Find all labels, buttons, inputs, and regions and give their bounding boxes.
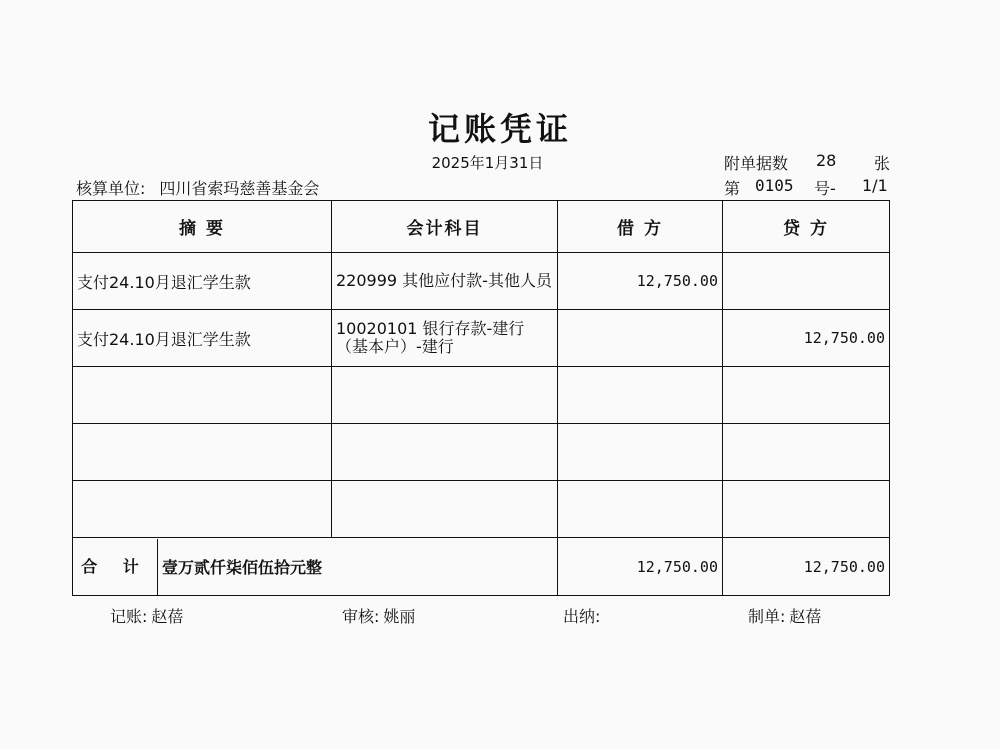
bookkeeper-sign xyxy=(110,604,183,627)
row-account xyxy=(332,367,558,424)
table-row xyxy=(73,481,890,538)
table-row xyxy=(73,253,890,310)
total-credit: 12,750.00 xyxy=(723,538,890,596)
voucher-no-suffix: 号- xyxy=(814,179,836,198)
accounting-unit xyxy=(76,176,319,199)
row-credit: 12,750.00 xyxy=(723,310,890,367)
row-summary xyxy=(73,424,332,481)
total-label: 合 计 xyxy=(73,539,158,595)
total-debit: 12,750.00 xyxy=(558,538,723,596)
total-summary-cell xyxy=(73,538,558,596)
preparer-sign xyxy=(748,604,821,627)
row-debit xyxy=(558,367,723,424)
bookkeeper-name: 赵蓓 xyxy=(151,607,184,626)
bookkeeper-label: 记账: xyxy=(110,607,148,626)
reviewer-sign xyxy=(342,604,415,627)
voucher-no-prefix: 第 xyxy=(724,179,741,198)
attachments-count: 28 xyxy=(816,151,837,170)
voucher-table xyxy=(72,200,890,596)
row-debit: 12,750.00 xyxy=(558,253,723,310)
attachments-info xyxy=(724,151,891,174)
reviewer-name: 姚丽 xyxy=(383,607,416,626)
row-account: 220999 其他应付款-其他人员 xyxy=(332,253,558,310)
row-summary: 支付24.10月退汇学生款 xyxy=(73,253,332,310)
row-credit xyxy=(723,424,890,481)
row-credit xyxy=(723,253,890,310)
row-credit xyxy=(723,367,890,424)
row-summary xyxy=(73,481,332,538)
cashier-sign xyxy=(563,604,604,627)
reviewer-label: 审核: xyxy=(342,607,380,626)
total-row xyxy=(73,538,890,596)
table-row xyxy=(73,310,890,367)
preparer-label: 制单: xyxy=(748,607,786,626)
unit-name: 四川省索玛慈善基金会 xyxy=(159,179,320,198)
row-debit xyxy=(558,424,723,481)
attachments-label: 附单据数 xyxy=(724,154,789,173)
attachments-unit: 张 xyxy=(874,154,891,173)
voucher-title: 记账凭证 xyxy=(427,110,572,148)
header-account: 会计科目 xyxy=(332,201,558,253)
header-debit: 借 方 xyxy=(558,201,723,253)
voucher-no-value: 0105 xyxy=(755,176,794,195)
row-credit xyxy=(723,481,890,538)
table-row xyxy=(73,367,890,424)
row-account xyxy=(332,481,558,538)
table-header-row xyxy=(73,201,890,253)
row-summary: 支付24.10月退汇学生款 xyxy=(73,310,332,367)
row-summary xyxy=(73,367,332,424)
cashier-label: 出纳: xyxy=(563,607,601,626)
header-summary: 摘 要 xyxy=(73,201,332,253)
unit-label: 核算单位: xyxy=(76,179,146,198)
header-credit: 贷 方 xyxy=(723,201,890,253)
voucher-date: 2025年1月31日 xyxy=(431,154,544,172)
row-debit xyxy=(558,310,723,367)
row-account: 10020101 银行存款-建行（基本户）-建行 xyxy=(332,310,558,367)
voucher-page-number: 1/1 xyxy=(862,176,888,195)
preparer-name: 赵蓓 xyxy=(789,607,822,626)
table-row xyxy=(73,424,890,481)
row-debit xyxy=(558,481,723,538)
row-account xyxy=(332,424,558,481)
total-amount-words: 壹万贰仟柒佰伍拾元整 xyxy=(162,558,323,577)
